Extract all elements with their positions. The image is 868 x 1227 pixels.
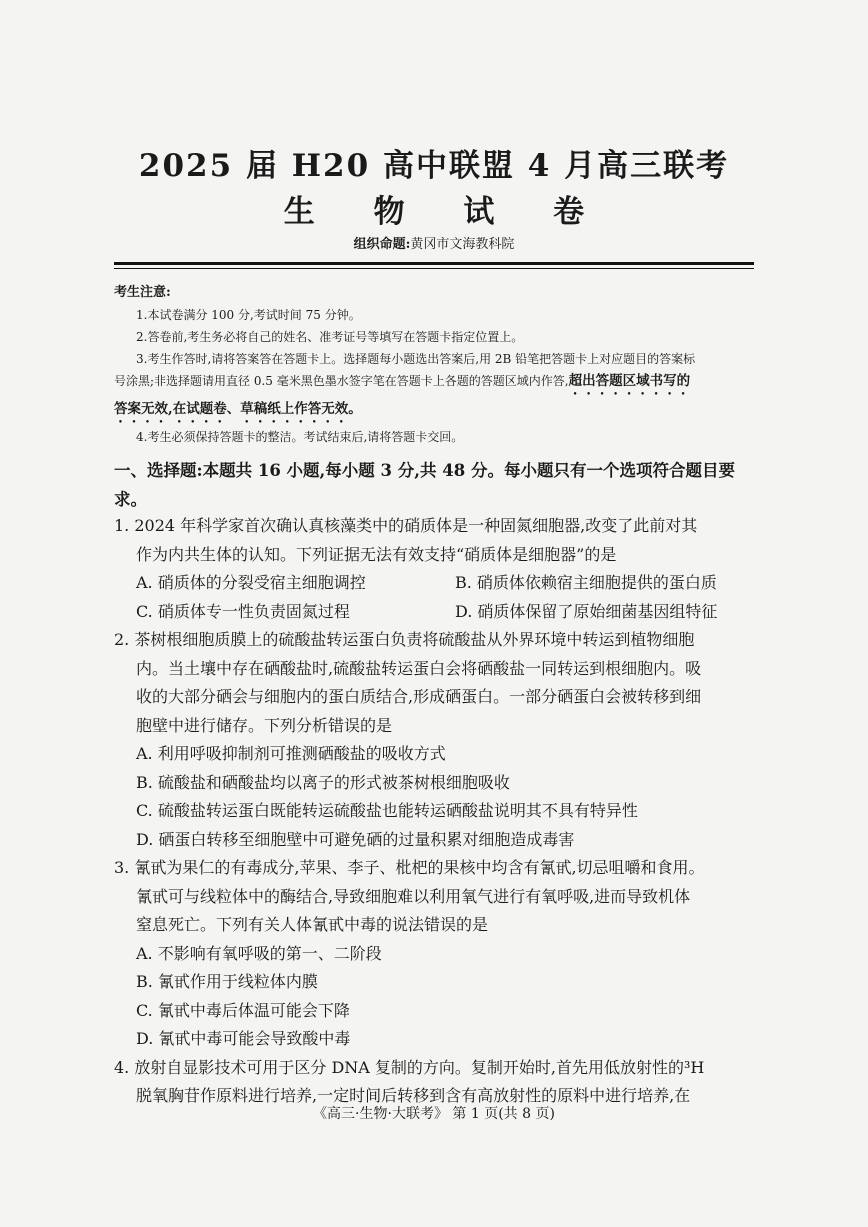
q2-stem-1: 2. 茶树根细胞质膜上的硫酸盐转运蛋白负责将硫酸盐从外界环境中转运到植物细胞 bbox=[114, 630, 695, 649]
q2-stem-3: 收的大部分硒会与细胞内的蛋白质结合,形成硒蛋白。一部分硒蛋白会被转移到细 bbox=[136, 687, 702, 706]
q3-option-b: B. 氰甙作用于线粒体内膜 bbox=[136, 972, 318, 991]
notice-item-4: 4.考生必须保持答题卡的整洁。考试结束后,请将答题卡交回。 bbox=[136, 430, 464, 444]
q1-options-row-1 bbox=[114, 569, 774, 598]
notice-item-3c bbox=[114, 398, 766, 426]
q3-option-d: D. 氰甙中毒可能会导致酸中毒 bbox=[136, 1029, 351, 1048]
notice-heading: 考生注意: bbox=[114, 285, 171, 300]
q1-option-a: A. 硝质体的分裂受宿主细胞调控 bbox=[136, 573, 366, 592]
q3-stem-1: 3. 氰甙为果仁的有毒成分,苹果、李子、枇杷的果核中均含有氰甙,切忌咀嚼和食用。 bbox=[114, 858, 705, 877]
q1-option-b: B. 硝质体依赖宿主细胞提供的蛋白质 bbox=[455, 573, 717, 592]
notice-item-3b-bold: 超出答题区域书写的 bbox=[568, 373, 691, 389]
q2-option-c: C. 硫酸盐转运蛋白既能转运硫酸盐也能转运硒酸盐说明其不具有特异性 bbox=[136, 801, 638, 820]
q3-option-c: C. 氰甙中毒后体温可能会下降 bbox=[136, 1000, 350, 1020]
notice-item-3a: 3.考生作答时,请将答案答在答题卡上。选择题每小题选出答案后,用 2B 铅笔把答题卡上对应题目的答案标 bbox=[136, 352, 696, 366]
organizer-line bbox=[0, 233, 868, 252]
section-heading-line-2: 求。 bbox=[114, 490, 147, 509]
header-rule-thick bbox=[114, 262, 754, 265]
notice-item-3b-plain: 号涂黑;非选择题请用直径 0.5 毫米黑色墨水签字笔在答题卡上各题的答题区域内作答, bbox=[114, 374, 569, 388]
candidate-notice bbox=[114, 282, 766, 448]
q3-stem-2: 氰甙可与线粒体中的酶结合,导致细胞难以利用氧气进行有氧呼吸,进而导致机体 bbox=[136, 886, 691, 906]
exam-subject: 生 物 试 卷 bbox=[283, 194, 609, 230]
page-footer: 《高三·生物·大联考》 第 1 页(共 8 页) bbox=[313, 1106, 555, 1122]
q2-option-b: B. 硫酸盐和硒酸盐均以离子的形式被茶树根细胞吸收 bbox=[136, 772, 510, 792]
q1-option-c: C. 硝质体专一性负责固氮过程 bbox=[136, 601, 350, 621]
q2-option-d: D. 硒蛋白转移至细胞壁中可避免硒的过量积累对细胞造成毒害 bbox=[136, 829, 575, 849]
q1-option-d: D. 硝质体保留了原始细菌基因组特征 bbox=[455, 601, 718, 621]
organizer-label: 组织命题: bbox=[353, 237, 411, 252]
notice-item-1: 1.本试卷满分 100 分,考试时间 75 分钟。 bbox=[136, 308, 361, 322]
notice-item-3c-bold: 答案无效,在试题卷、草稿纸上作答无效。 bbox=[114, 401, 362, 417]
notice-item-2: 2.答卷前,考生务必将自己的姓名、准考证号等填写在答题卡指定位置上。 bbox=[136, 330, 524, 344]
header-rule-thin bbox=[114, 268, 754, 269]
q2-option-a: A. 利用呼吸抑制剂可推测硒酸盐的吸收方式 bbox=[136, 744, 446, 763]
exam-title: 2025 届 H20 高中联盟 4 月高三联考 bbox=[138, 148, 730, 184]
section-heading bbox=[114, 456, 766, 514]
q3-option-a: A. 不影响有氧呼吸的第一、二阶段 bbox=[136, 943, 382, 963]
q3-stem-3: 窒息死亡。下列有关人体氰甙中毒的说法错误的是 bbox=[136, 915, 489, 934]
q1-stem-2: 作为内共生体的认知。下列证据无法有效支持“硝质体是细胞器”的是 bbox=[136, 544, 617, 564]
q4-stem-1: 4. 放射自显影技术可用于区分 DNA 复制的方向。复制开始时,首先用低放射性的³H bbox=[114, 1057, 705, 1077]
organizer-value: 黄冈市文海教科院 bbox=[410, 237, 515, 252]
q4-stem-2: 脱氧胸苷作原料进行培养,一定时间后转移到含有高放射性的原料中进行培养,在 bbox=[136, 1086, 691, 1105]
notice-item-3b bbox=[114, 370, 766, 398]
q2-stem-2: 内。当土壤中存在硒酸盐时,硫酸盐转运蛋白会将硒酸盐一同转运到根细胞内。吸 bbox=[136, 658, 702, 678]
section-heading-line-1: 一、选择题:本题共 16 小题,每小题 3 分,共 48 分。每小题只有一个选项符合题目要 bbox=[114, 461, 735, 480]
q1-stem-1: 1. 2024 年科学家首次确认真核藻类中的硝质体是一种固氮细胞器,改变了此前对其 bbox=[114, 516, 698, 535]
question-list bbox=[114, 512, 774, 1111]
q2-stem-4: 胞壁中进行储存。下列分析错误的是 bbox=[136, 715, 393, 735]
q1-options-row-2 bbox=[114, 598, 774, 627]
